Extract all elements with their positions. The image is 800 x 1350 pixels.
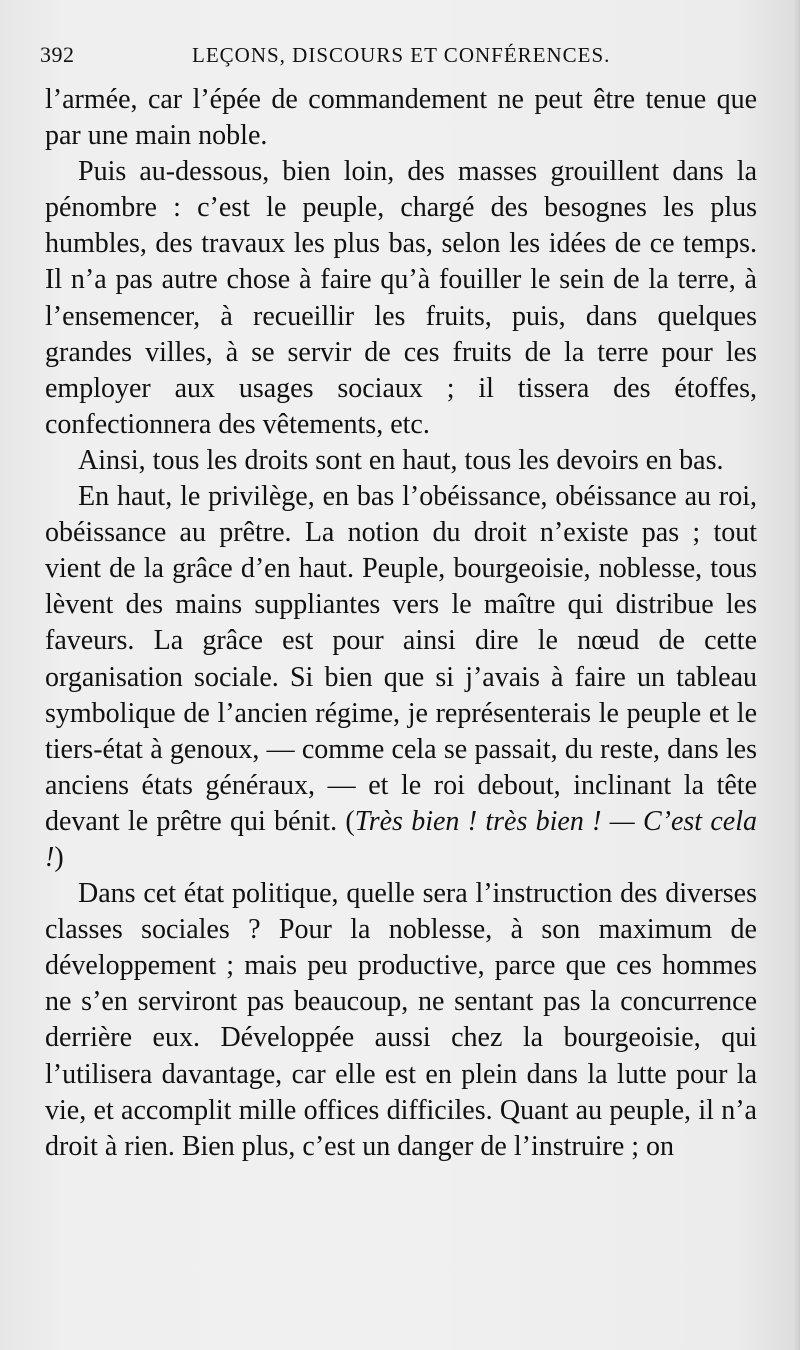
body-text — [45, 82, 757, 1165]
page-edge-shadow — [794, 0, 800, 1350]
paragraph-3: Ainsi, tous les droits sont en haut, tous les devoirs en bas. — [78, 444, 724, 476]
paragraph-4 — [45, 479, 757, 876]
paragraph-4-closing: ) — [54, 841, 64, 873]
applause-interjection: Très bien ! très bien ! — C’est cela ! — [45, 805, 757, 873]
page-number: 392 — [40, 42, 75, 67]
page-header — [40, 42, 760, 78]
paragraph-5: Dans cet état politique, quelle sera l’instruction des diverses classes sociales ? Pour la noblesse, à son maximum de développement ; mais peu productive, parce que ces hommes ne s’en serviront pas beaucoup, ne sentant pas la concurrence derrière eux. Développée aussi chez la bourgeoisie, qui l’utilisera davantage, car elle est en plein dans la lutte pour la vie, et accomplit mille offices difficiles. Quant au peuple, il n’a droit à rien. Bien plus, c’est un danger de l’instruire ; on — [45, 878, 757, 1162]
paragraph-1: l’armée, car l’épée de commandement ne peut être tenue que par une main noble. — [45, 84, 757, 152]
paragraph-4-text: En haut, le privilège, en bas l’obéissance, obéissance au roi, obéissance au prêtre. La notion du droit n’existe pas ; tout vient de la grâce d’en haut. Peuple, bourgeoisie, noblesse, tous lèvent des mains suppliantes vers le maître qui distribue les faveurs. La grâce est pour ainsi dire le nœud de cette organisation sociale. Si bien que si j’avais à faire un tableau symbolique de l’ancien régime, je représenterais le peuple et le tiers-état à genoux, — comme cela se passait, du reste, dans les anciens états généraux, — et le roi debout, inclinant la tête devant le prêtre qui bénit. ( — [45, 481, 757, 837]
paragraph-2: Puis au-dessous, bien loin, des masses grouillent dans la pénombre : c’est le peuple, chargé des besognes les plus humbles, des travaux les plus bas, selon les idées de ce temps. Il n’a pas autre chose à faire qu’à fouiller le sein de la terre, à l’ensemencer, à recueillir les fruits, puis, dans quelques grandes villes, à se servir de ces fruits de la terre pour les employer aux usages sociaux ; il tissera des étoffes, confectionnera des vêtements, etc. — [45, 156, 757, 440]
running-title: LEÇONS, DISCOURS ET CONFÉRENCES. — [192, 43, 611, 67]
